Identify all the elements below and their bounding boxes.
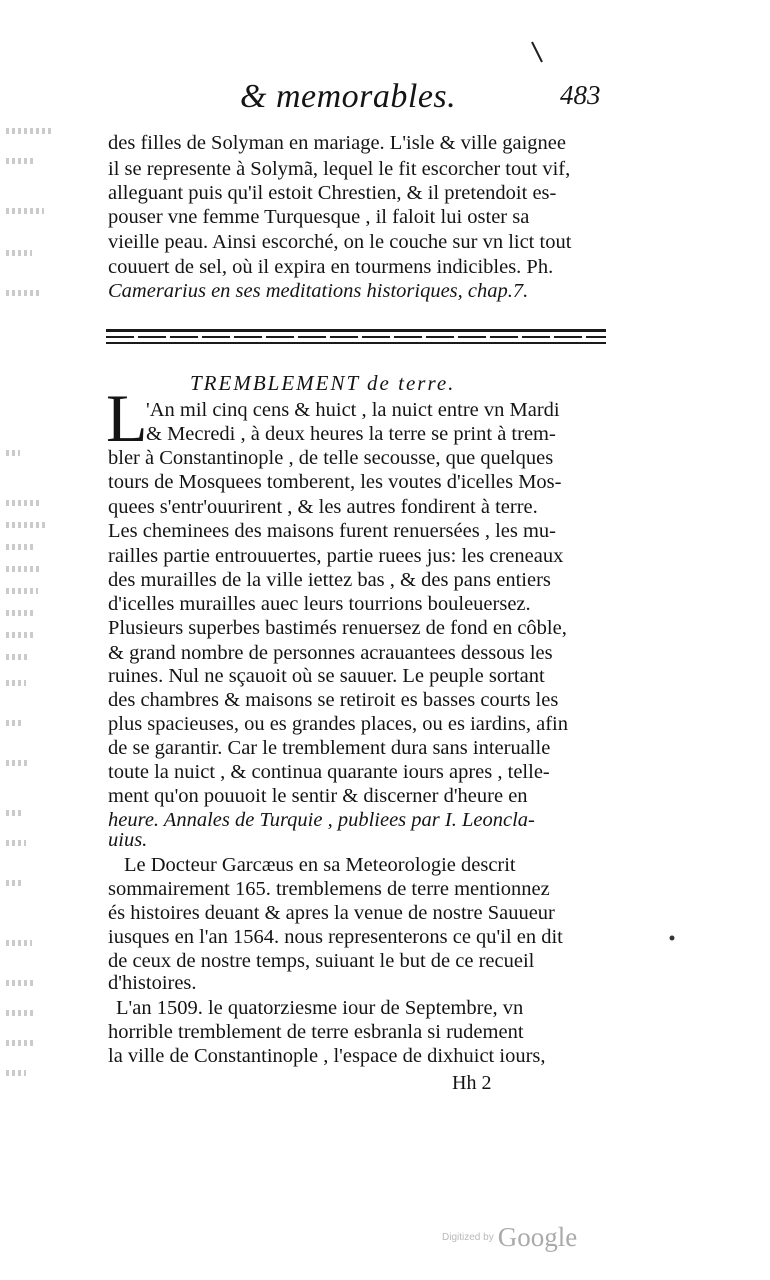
section-divider: [106, 329, 606, 344]
google-logo: Google: [497, 1222, 578, 1252]
text-line: de se garantir. Car le tremblement dura sans interualle: [108, 737, 551, 759]
text-line: Les cheminees des maisons furent renuersées , les mu-: [108, 520, 557, 542]
section-title: TREMBLEMENT de terre.: [190, 371, 456, 395]
text-line: & Mecredi , à deux heures la terre se print à trem-: [146, 423, 556, 445]
running-head: & memorables.: [240, 78, 457, 115]
text-line: la ville de Constantinople , l'espace de dixhuict iours,: [108, 1045, 546, 1067]
text-line: ruines. Nul ne sçauoit où se sauuer. Le peuple sortant: [108, 665, 545, 687]
text-line: railles partie entrouuertes, partie ruees jus: les creneaux: [108, 545, 564, 567]
text-line: alleguant puis qu'il estoit Chrestien, & il pretendoit es-: [108, 182, 557, 204]
text-line: L'an 1509. le quatorziesme iour de Septembre, vn: [116, 997, 524, 1019]
text-line: pouser vne femme Turquesque , il faloit lui oster sa: [108, 206, 530, 228]
citation-line: Camerarius en ses meditations historiques, chap.7.: [108, 280, 529, 302]
text-line: d'icelles murailles auec leurs tourrions bouleuersez.: [108, 593, 531, 615]
text-line: Plusieurs superbes bastimés renuersez de fond en côble,: [108, 617, 567, 639]
text-line: couuert de sel, où il expira en tourmens indicibles. Ph.: [108, 256, 554, 278]
text-line: il se represente à Solymã, lequel le fit escorcher tout vif,: [108, 158, 571, 180]
text-line: bler à Constantinople , de telle secousse, que quelques: [108, 447, 554, 469]
text-line: 'An mil cinq cens & huict , la nuict entre vn Mardi: [146, 399, 560, 421]
text-line: vieille peau. Ainsi escorché, on le couche sur vn lict tout: [108, 231, 572, 253]
digitized-label: Digitized by: [442, 1232, 494, 1243]
text-line: des filles de Solyman en mariage. L'isle & ville gaignee: [108, 132, 566, 154]
citation-line: uius.: [108, 829, 148, 851]
margin-bleed-through: [6, 120, 56, 1100]
text-line: és histoires deuant & apres la venue de nostre Sauueur: [108, 902, 555, 924]
digitized-watermark: [442, 1222, 612, 1254]
text-line: toute la nuict , & continua quarante iours apres , telle-: [108, 761, 550, 783]
text-line: ment qu'on pouuoit le sentir & discerner d'heure en: [108, 785, 528, 807]
page-number: 483: [560, 80, 601, 110]
text-line: iusques en l'an 1564. nous representerons ce qu'il en dit: [108, 926, 563, 948]
text-line: plus spacieuses, ou es grandes places, ou es iardins, afin: [108, 713, 568, 735]
signature-mark: Hh 2: [452, 1072, 492, 1094]
scan-mark: [530, 40, 544, 64]
text-line: horrible tremblement de terre esbranla si rudement: [108, 1021, 524, 1043]
text-line: des murailles de la ville iettez bas , & des pans entiers: [108, 569, 551, 591]
ink-speck: [668, 934, 676, 942]
text-line: tours de Mosquees tomberent, les voutes d'icelles Mos-: [108, 471, 562, 493]
text-line: quees s'entr'ouurirent , & les autres fondirent à terre.: [108, 496, 538, 518]
text-line: & grand nombre de personnes acrauantees dessous les: [108, 642, 553, 664]
text-line: des chambres & maisons se retiroit es basses courts les: [108, 689, 559, 711]
text-line: Le Docteur Garcæus en sa Meteorologie descrit: [124, 854, 516, 876]
text-line: d'histoires.: [108, 972, 197, 994]
text-line: sommairement 165. tremblemens de terre mentionnez: [108, 878, 550, 900]
drop-cap: L: [106, 380, 148, 456]
citation-line: heure. Annales de Turquie , publiees par I. Leoncla-: [108, 809, 535, 831]
text-line: de ceux de nostre temps, suiuant le but de ce recueil: [108, 950, 535, 972]
